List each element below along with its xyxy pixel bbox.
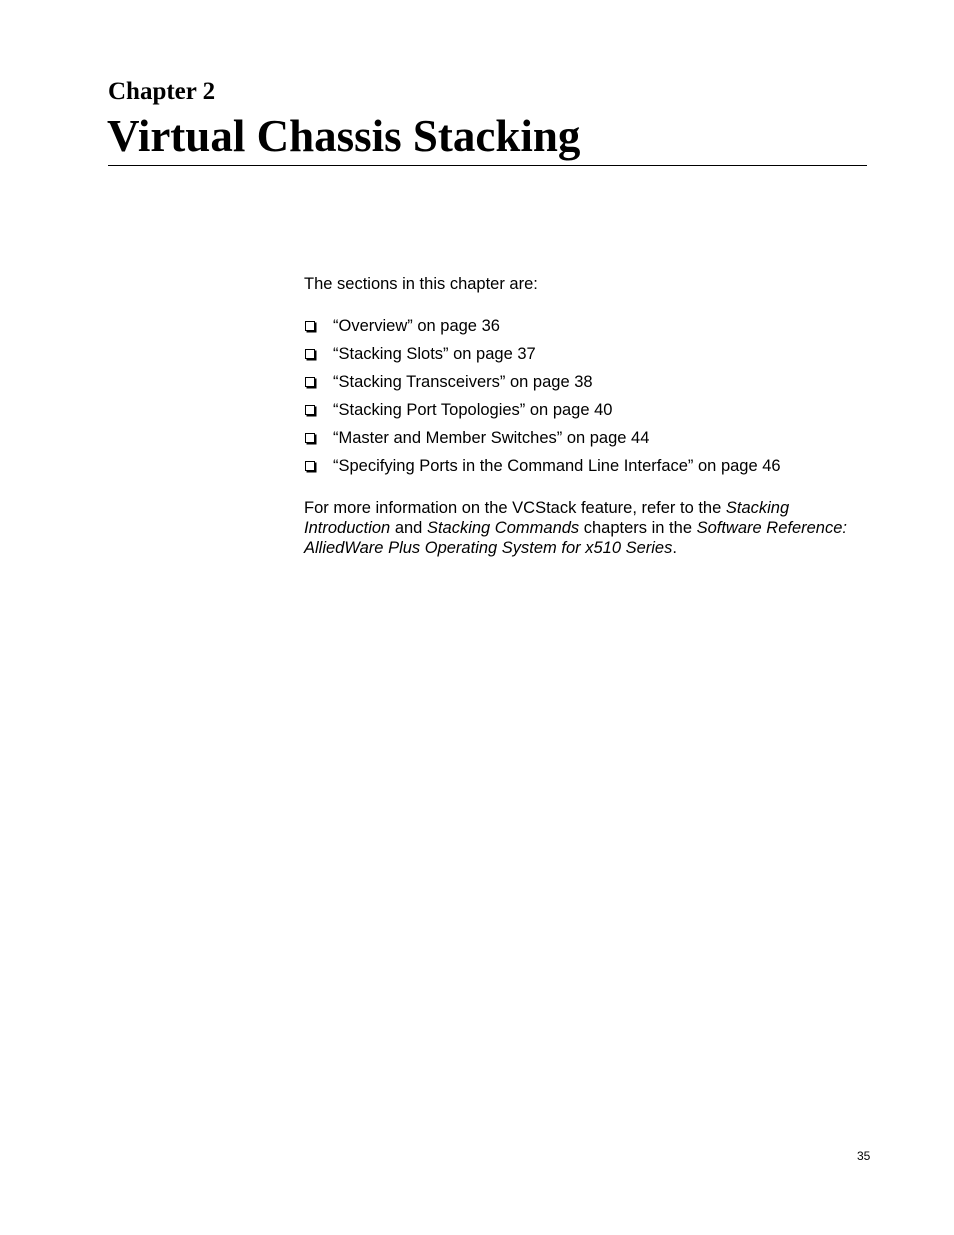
software-reference-title: Software Reference: AlliedWare Plus Operating System for x510 Series [304, 519, 847, 557]
more-info-paragraph [304, 498, 869, 558]
toc-intro: The sections in this chapter are: [304, 275, 538, 293]
toc-item-stacking-slots[interactable] [304, 340, 869, 368]
chapter-label: Chapter 2 [108, 78, 216, 105]
checkbox-bullet-icon [305, 405, 315, 415]
checkbox-bullet-icon [305, 321, 315, 331]
toc-item-label: “Overview” on page 36 [333, 317, 500, 335]
checkbox-bullet-icon [305, 461, 315, 471]
checkbox-bullet-icon [305, 377, 315, 387]
more-info-text: and [390, 519, 427, 537]
toc-item-label: “Specifying Ports in the Command Line Interface” on page 46 [333, 457, 781, 475]
toc-item-label: “Stacking Port Topologies” on page 40 [333, 401, 613, 419]
toc-item-master-member-switches[interactable] [304, 424, 869, 452]
chapter-contents [304, 274, 869, 558]
toc-item-label: “Stacking Transceivers” on page 38 [333, 373, 593, 391]
title-divider [108, 165, 867, 166]
toc-item-label: “Stacking Slots” on page 37 [333, 345, 536, 363]
more-info-text: chapters in the [579, 519, 697, 537]
toc-item-overview[interactable] [304, 312, 869, 340]
toc-item-specifying-ports[interactable] [304, 452, 869, 480]
toc-list [304, 312, 869, 480]
toc-item-stacking-port-topologies[interactable] [304, 396, 869, 424]
stacking-introduction-reference: Stacking Introduction [304, 499, 790, 537]
checkbox-bullet-icon [305, 349, 315, 359]
more-info-text: For more information on the VCStack feature, refer to the [304, 499, 726, 517]
chapter-title: Virtual Chassis Stacking [107, 111, 581, 161]
toc-item-label: “Master and Member Switches” on page 44 [333, 429, 650, 447]
stacking-commands-reference: Stacking Commands [426, 519, 580, 537]
checkbox-bullet-icon [305, 433, 315, 443]
page-number: 35 [857, 1149, 871, 1163]
more-info-text: . [672, 539, 677, 557]
toc-item-stacking-transceivers[interactable] [304, 368, 869, 396]
